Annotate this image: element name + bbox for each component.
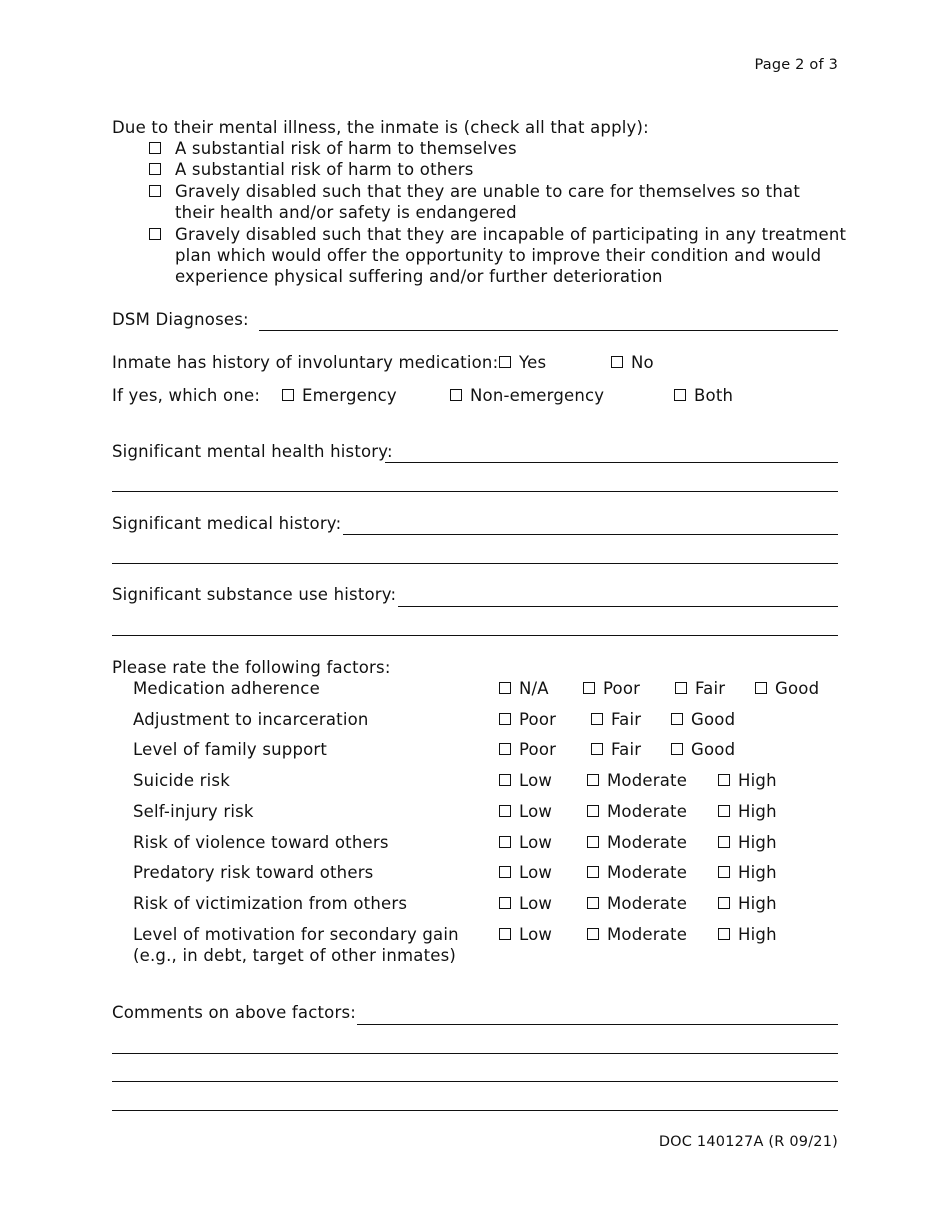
factor-option[interactable]: Low [499,893,552,914]
criteria-checkbox-harm-others[interactable] [149,163,161,175]
factor-option[interactable]: Fair [591,739,641,760]
factor-label-predatory-risk: Predatory risk toward others [133,863,374,882]
substance-use-history-field-line2[interactable] [112,635,838,636]
checkbox[interactable] [282,389,294,401]
factor-label-suicide-risk: Suicide risk [133,771,230,790]
mental-health-history-field[interactable] [385,462,838,463]
medical-history-field[interactable] [343,534,838,535]
factor-label-adjustment: Adjustment to incarceration [133,710,369,729]
factor-option[interactable]: N/A [499,678,549,699]
substance-use-history-label: Significant substance use history: [112,585,397,604]
criteria-item-gravely-disabled-treatment-line2: plan which would offer the opportunity to improve their condition and would [175,246,822,265]
criteria-checkbox-gravely-disabled-treatment[interactable] [149,228,161,240]
checkbox[interactable] [499,356,511,368]
dsm-diagnoses-label: DSM Diagnoses: [112,310,249,329]
factor-option[interactable]: High [718,801,777,822]
criteria-item-self-harm: A substantial risk of harm to themselves [175,139,517,158]
factor-option[interactable]: Moderate [587,832,687,853]
factor-option[interactable]: Good [755,678,819,699]
factor-option[interactable]: Fair [675,678,725,699]
criteria-item-gravely-disabled-care-line2: their health and/or safety is endangered [175,203,517,222]
criteria-intro: Due to their mental illness, the inmate is (check all that apply): [112,118,649,137]
factor-option[interactable]: Fair [591,709,641,730]
which-emergency-option[interactable]: Emergency [282,385,397,406]
criteria-checkbox-self-harm[interactable] [149,142,161,154]
factor-label-victimization-risk: Risk of victimization from others [133,894,408,913]
which-both-option[interactable]: Both [674,385,733,406]
factor-option[interactable]: Moderate [587,770,687,791]
form-code: DOC 140127A (R 09/21) [658,1134,838,1150]
involuntary-medication-label: Inmate has history of involuntary medication: [112,353,499,372]
checkbox[interactable] [587,836,599,848]
involuntary-yes-option[interactable]: Yes [499,352,546,373]
factor-label-medication-adherence: Medication adherence [133,679,320,698]
factor-option[interactable]: High [718,924,777,945]
factor-option[interactable]: Moderate [587,801,687,822]
checkbox[interactable] [718,897,730,909]
dsm-diagnoses-field[interactable] [259,330,838,331]
factor-label-violence-risk: Risk of violence toward others [133,833,389,852]
checkbox[interactable] [671,743,683,755]
factor-option[interactable]: Poor [499,739,556,760]
checkbox[interactable] [499,836,511,848]
checkbox[interactable] [718,805,730,817]
checkbox[interactable] [499,928,511,940]
comments-field[interactable] [357,1024,838,1025]
criteria-item-gravely-disabled-treatment-line3: experience physical suffering and/or further deterioration [175,267,663,286]
factor-option[interactable]: High [718,862,777,883]
criteria-item-harm-others: A substantial risk of harm to others [175,160,474,179]
checkbox[interactable] [499,897,511,909]
checkbox[interactable] [499,866,511,878]
checkbox[interactable] [591,743,603,755]
checkbox[interactable] [755,682,767,694]
checkbox[interactable] [499,743,511,755]
checkbox[interactable] [718,836,730,848]
checkbox[interactable] [450,389,462,401]
checkbox[interactable] [718,866,730,878]
checkbox[interactable] [587,928,599,940]
factor-option[interactable]: Moderate [587,862,687,883]
checkbox[interactable] [718,774,730,786]
involuntary-no-option[interactable]: No [611,352,654,373]
comments-field-line3[interactable] [112,1081,838,1082]
checkbox[interactable] [499,713,511,725]
factor-option[interactable]: Low [499,924,552,945]
mental-health-history-label: Significant mental health history: [112,442,393,461]
checkbox[interactable] [671,713,683,725]
checkbox[interactable] [499,682,511,694]
comments-field-line4[interactable] [112,1110,838,1111]
factor-label-self-injury-risk: Self-injury risk [133,802,254,821]
checkbox[interactable] [674,389,686,401]
factor-option[interactable]: High [718,832,777,853]
which-non-emergency-option[interactable]: Non-emergency [450,385,604,406]
which-one-label: If yes, which one: [112,386,261,405]
factors-intro: Please rate the following factors: [112,658,391,677]
substance-use-history-field[interactable] [398,606,838,607]
checkbox[interactable] [587,805,599,817]
factor-option[interactable]: High [718,770,777,791]
factor-option[interactable]: Good [671,739,735,760]
factor-option[interactable]: Good [671,709,735,730]
checkbox[interactable] [499,774,511,786]
checkbox[interactable] [583,682,595,694]
comments-label: Comments on above factors: [112,1003,357,1022]
criteria-checkbox-gravely-disabled-care[interactable] [149,185,161,197]
factor-option[interactable]: Low [499,862,552,883]
medical-history-label: Significant medical history: [112,514,342,533]
criteria-item-gravely-disabled-treatment-line1: Gravely disabled such that they are incapable of participating in any treatment [175,225,847,244]
factor-option[interactable]: Low [499,770,552,791]
criteria-item-gravely-disabled-care-line1: Gravely disabled such that they are unable to care for themselves so that [175,182,800,201]
checkbox[interactable] [587,774,599,786]
page-number: Page 2 of 3 [754,57,838,73]
checkbox[interactable] [499,805,511,817]
factor-option[interactable]: Low [499,832,552,853]
factor-option[interactable]: High [718,893,777,914]
checkbox[interactable] [591,713,603,725]
factor-option[interactable]: Low [499,801,552,822]
checkbox[interactable] [611,356,623,368]
comments-field-line2[interactable] [112,1053,838,1054]
factor-label-family-support: Level of family support [133,740,328,759]
checkbox[interactable] [675,682,687,694]
factor-option[interactable]: Moderate [587,893,687,914]
checkbox[interactable] [718,928,730,940]
mental-health-history-field-line2[interactable] [112,491,838,492]
checkbox[interactable] [587,866,599,878]
factor-option[interactable]: Poor [583,678,640,699]
factor-label-secondary-gain: Level of motivation for secondary gain [133,925,459,944]
factor-label-secondary-gain-note: (e.g., in debt, target of other inmates) [133,946,457,965]
factor-option[interactable]: Poor [499,709,556,730]
checkbox[interactable] [587,897,599,909]
medical-history-field-line2[interactable] [112,563,838,564]
factor-option[interactable]: Moderate [587,924,687,945]
